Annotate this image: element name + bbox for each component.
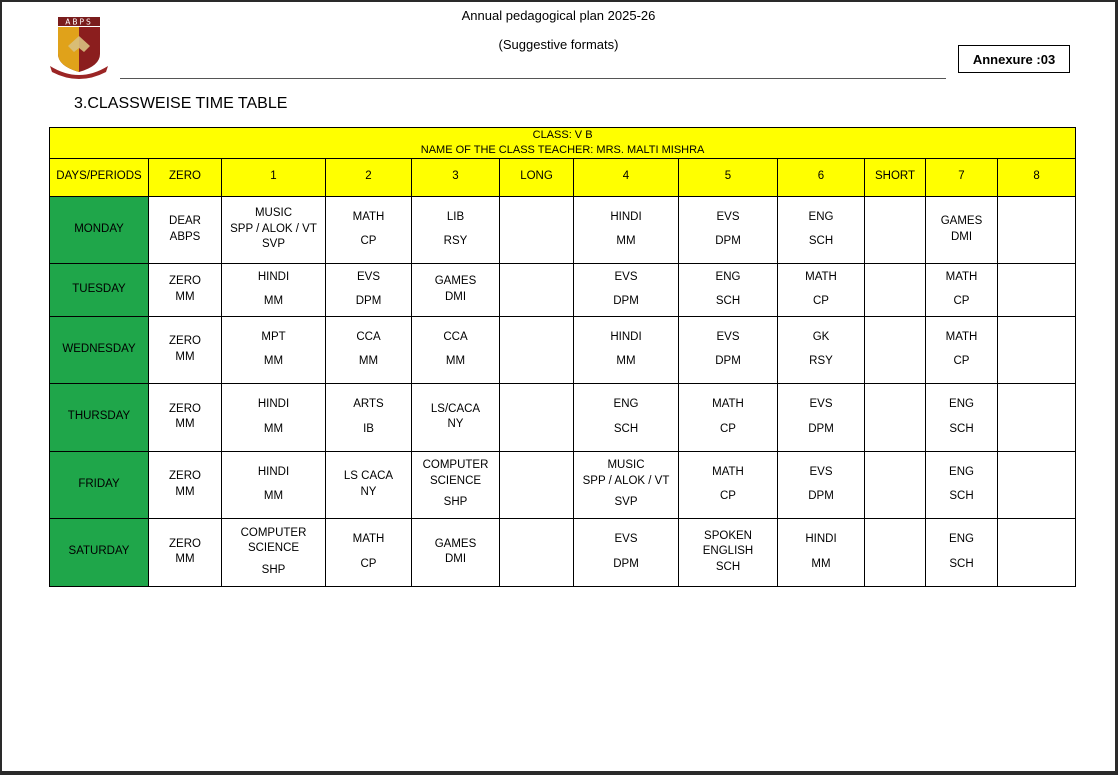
period-cell	[926, 196, 998, 263]
period-cell	[778, 383, 865, 451]
empty-cell	[998, 518, 1076, 586]
period-cell	[679, 196, 778, 263]
teacher-code: MM	[445, 355, 466, 368]
subject-label: MUSIC	[254, 207, 293, 220]
teacher-code: SCH	[949, 422, 974, 435]
period-cell	[679, 518, 778, 586]
table-row	[50, 196, 1076, 263]
subject-label: EVS	[614, 270, 638, 283]
period-cell	[679, 263, 778, 316]
period-cell	[926, 383, 998, 451]
period-cell	[222, 196, 326, 263]
day-cell: FRIDAY	[50, 451, 149, 518]
subject-label: GK	[812, 330, 830, 343]
class-info	[50, 128, 1076, 159]
subject-label: ZERO	[169, 537, 201, 550]
subject-label: LIB	[446, 210, 465, 223]
annexure-label: Annexure :03	[958, 45, 1070, 73]
teacher-code: CP	[953, 295, 970, 308]
teacher-code: MM	[263, 490, 284, 503]
subject-label: COMPUTER	[240, 526, 307, 539]
subject-label: HINDI	[610, 210, 642, 223]
empty-cell	[865, 196, 926, 263]
table-row	[50, 263, 1076, 316]
period-cell	[326, 451, 412, 518]
teacher-code: ABPS	[169, 230, 201, 243]
subject-label: MATH	[945, 270, 978, 283]
period-cell	[926, 263, 998, 316]
subject-label: HINDI	[610, 330, 642, 343]
period-cell	[149, 196, 222, 263]
teacher-code: CP	[953, 355, 970, 368]
period-cell	[222, 316, 326, 383]
subject-label: MATH	[712, 465, 744, 478]
period-cell	[412, 518, 500, 586]
column-header: LONG	[500, 158, 574, 196]
period-cell	[326, 196, 412, 263]
teacher-code: DMI	[444, 553, 467, 566]
subject-label: EVS	[356, 270, 380, 283]
teacher-code: SVP	[261, 238, 285, 251]
subject-label: GAMES	[434, 537, 477, 550]
empty-cell	[865, 316, 926, 383]
teacher-code: DPM	[355, 295, 382, 308]
teacher-code: MM	[263, 355, 284, 368]
column-header: 1	[222, 158, 326, 196]
subject-label: LS/CACA	[430, 402, 481, 415]
teacher-code: MM	[175, 418, 195, 431]
teacher-code: DPM	[613, 557, 639, 570]
period-cell	[412, 451, 500, 518]
teacher-code: DPM	[613, 295, 639, 308]
column-header: 3	[412, 158, 500, 196]
empty-cell	[865, 383, 926, 451]
empty-cell	[998, 263, 1076, 316]
period-cell	[926, 518, 998, 586]
empty-cell	[865, 451, 926, 518]
empty-cell	[998, 451, 1076, 518]
subject-label: HINDI	[257, 270, 290, 283]
period-cell	[326, 383, 412, 451]
table-row	[50, 518, 1076, 586]
teacher-code: DMI	[444, 290, 467, 303]
empty-cell	[998, 196, 1076, 263]
period-cell	[412, 263, 500, 316]
subject-label: ZERO	[169, 275, 201, 288]
subject-label: ZERO	[169, 335, 201, 348]
subject-label: ENG	[613, 398, 639, 411]
subject-label: MUSIC	[607, 459, 645, 472]
subject-label: CCA	[443, 330, 468, 343]
teacher-code: RSY	[443, 235, 468, 248]
subject-label: ENG	[808, 210, 834, 223]
teacher-code: RSY	[809, 355, 833, 368]
teacher-code: SCH	[715, 295, 741, 308]
period-cell	[679, 316, 778, 383]
subject-label: DEAR	[169, 215, 201, 228]
teacher-code: SCH	[613, 422, 639, 435]
subject-label: SPP / ALOK / VT	[230, 222, 317, 235]
empty-cell	[500, 383, 574, 451]
period-cell	[926, 451, 998, 518]
document-subtitle: (Suggestive formats)	[498, 37, 619, 52]
column-header: 2	[326, 158, 412, 196]
teacher-code: MM	[616, 235, 636, 248]
subject-label: HINDI	[257, 465, 290, 478]
subject-label: SPP / ALOK / VT	[582, 474, 670, 487]
day-cell: SATURDAY	[50, 518, 149, 586]
teacher-code: MM	[175, 553, 195, 566]
subject-label: MATH	[352, 533, 385, 546]
column-header: 6	[778, 158, 865, 196]
teacher-code: CP	[360, 235, 377, 248]
period-cell	[149, 451, 222, 518]
column-header: 8	[998, 158, 1076, 196]
subject-label: MPT	[261, 330, 286, 343]
teacher-code: IB	[363, 422, 374, 435]
class-label: CLASS: V B	[532, 129, 593, 141]
period-cell	[574, 196, 679, 263]
period-cell	[574, 316, 679, 383]
document-title: Annual pedagogical plan 2025-26	[461, 8, 656, 23]
teacher-code: MM	[263, 422, 284, 435]
column-header: 5	[679, 158, 778, 196]
subject-label: CCA	[356, 330, 381, 343]
subject-label: MATH	[712, 398, 744, 411]
teacher-code: SHP	[443, 496, 468, 509]
period-cell	[412, 316, 500, 383]
timetable	[49, 127, 1076, 587]
section-title: 3.CLASSWEISE TIME TABLE	[74, 95, 288, 112]
subject-label: GAMES	[434, 275, 477, 288]
period-cell	[222, 263, 326, 316]
period-cell	[149, 518, 222, 586]
period-cell	[149, 263, 222, 316]
period-cell	[149, 383, 222, 451]
period-cell	[326, 263, 412, 316]
teacher-code: DPM	[808, 490, 834, 503]
subject-label: EVS	[809, 465, 833, 478]
subject-label: SPOKEN	[704, 529, 752, 542]
empty-cell	[500, 196, 574, 263]
period-cell	[679, 451, 778, 518]
subject-label: ENGLISH	[702, 545, 754, 558]
day-cell: THURSDAY	[50, 383, 149, 451]
teacher-code: DPM	[808, 422, 834, 435]
empty-cell	[500, 316, 574, 383]
teacher-code: MM	[616, 355, 636, 368]
teacher-code: MM	[175, 290, 195, 303]
empty-cell	[865, 263, 926, 316]
teacher-code: MM	[175, 350, 195, 363]
period-cell	[679, 383, 778, 451]
period-cell	[222, 383, 326, 451]
subject-label: EVS	[614, 533, 638, 546]
header-divider	[120, 78, 946, 79]
empty-cell	[998, 316, 1076, 383]
teacher-code: CP	[813, 295, 829, 308]
subject-label: ENG	[949, 533, 974, 546]
subject-label: SCIENCE	[247, 542, 300, 555]
period-cell	[326, 518, 412, 586]
teacher-code: MM	[175, 485, 195, 498]
teacher-code: SCH	[808, 235, 834, 248]
period-cell	[574, 451, 679, 518]
column-header: DAYS/PERIODS	[50, 158, 149, 196]
period-cell	[778, 316, 865, 383]
teacher-code: MM	[263, 295, 284, 308]
day-cell: TUESDAY	[50, 263, 149, 316]
class-teacher-label: NAME OF THE CLASS TEACHER: MRS. MALTI MISHRA	[420, 143, 705, 156]
teacher-code: SCH	[715, 560, 741, 573]
teacher-code: NY	[360, 485, 377, 498]
subject-label: LS CACA	[343, 470, 394, 483]
subject-label: ENG	[715, 270, 741, 283]
empty-cell	[500, 451, 574, 518]
teacher-code: SCH	[949, 490, 974, 503]
teacher-code: DMI	[950, 230, 973, 243]
column-header: 4	[574, 158, 679, 196]
period-cell	[149, 316, 222, 383]
subject-label: COMPUTER	[422, 459, 489, 472]
empty-cell	[865, 518, 926, 586]
subject-label: EVS	[716, 330, 740, 343]
document-page	[2, 2, 1115, 771]
column-header: 7	[926, 158, 998, 196]
subject-label: EVS	[809, 398, 833, 411]
period-cell	[778, 263, 865, 316]
period-cell	[574, 383, 679, 451]
teacher-code: CP	[720, 490, 736, 503]
subject-label: MATH	[352, 210, 385, 223]
period-cell	[222, 451, 326, 518]
subject-label: GAMES	[940, 215, 983, 228]
teacher-code: CP	[360, 557, 377, 570]
table-row	[50, 316, 1076, 383]
day-cell: WEDNESDAY	[50, 316, 149, 383]
subject-label: ZERO	[169, 470, 201, 483]
period-cell	[412, 196, 500, 263]
teacher-code: MM	[811, 557, 831, 570]
table-row	[50, 383, 1076, 451]
teacher-code: SVP	[614, 496, 638, 509]
table-row	[50, 451, 1076, 518]
empty-cell	[500, 263, 574, 316]
period-cell	[778, 196, 865, 263]
empty-cell	[998, 383, 1076, 451]
subject-label: ARTS	[353, 398, 384, 411]
subject-label: MATH	[805, 270, 837, 283]
subject-label: EVS	[716, 210, 740, 223]
period-cell	[222, 518, 326, 586]
teacher-code: DPM	[715, 235, 741, 248]
teacher-code: SHP	[261, 563, 286, 576]
teacher-code: NY	[447, 418, 464, 431]
period-cell	[574, 518, 679, 586]
teacher-code: CP	[720, 422, 736, 435]
day-cell: MONDAY	[50, 196, 149, 263]
teacher-code: DPM	[715, 355, 741, 368]
subject-label: MATH	[945, 330, 978, 343]
subject-label: HINDI	[805, 533, 837, 546]
period-cell	[778, 518, 865, 586]
teacher-code: MM	[358, 355, 379, 368]
subject-label: SCIENCE	[429, 474, 482, 487]
subject-label: ENG	[949, 398, 974, 411]
teacher-code: SCH	[949, 557, 974, 570]
period-cell	[574, 263, 679, 316]
subject-label: HINDI	[257, 398, 290, 411]
period-cell	[926, 316, 998, 383]
period-cell	[412, 383, 500, 451]
column-header: ZERO	[149, 158, 222, 196]
subject-label: ENG	[949, 465, 974, 478]
svg-text:ABPS: ABPS	[65, 17, 93, 27]
column-header: SHORT	[865, 158, 926, 196]
period-cell	[778, 451, 865, 518]
subject-label: ZERO	[169, 402, 201, 415]
empty-cell	[500, 518, 574, 586]
period-cell	[326, 316, 412, 383]
